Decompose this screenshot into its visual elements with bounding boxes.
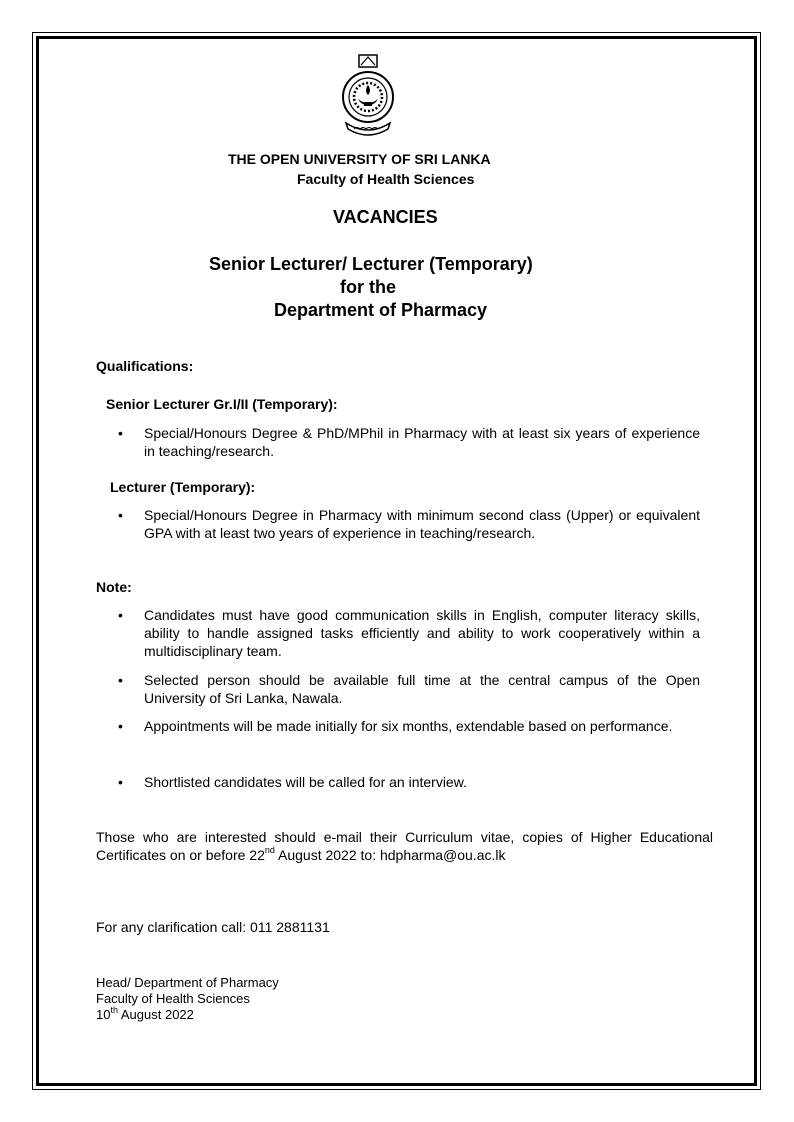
senior-lecturer-requirement: Special/Honours Degree & PhD/MPhil in Pharmacy with at least six years of experience in teaching/research.	[144, 425, 700, 459]
date-month-year: August 2022	[117, 1007, 194, 1022]
list-item	[118, 424, 700, 460]
list-item	[118, 773, 700, 791]
note-item: Appointments will be made initially for six months, extendable based on performance.	[144, 718, 673, 734]
note-item: Selected person should be available full time at the central campus of the Open University of Sri Lanka, Nawala.	[144, 672, 700, 706]
bullet-icon: •	[118, 507, 123, 523]
date-suffix: nd	[264, 845, 275, 856]
university-name: THE OPEN UNIVERSITY OF SRI LANKA	[228, 151, 491, 167]
university-crest-logo	[342, 53, 394, 139]
faculty-name: Faculty of Health Sciences	[297, 171, 475, 187]
application-text-end: August 2022 to: hdpharma@ou.ac.lk	[274, 847, 506, 863]
note-heading: Note:	[96, 579, 132, 595]
qualifications-heading: Qualifications:	[96, 358, 194, 374]
for-the-text: for the	[340, 277, 396, 297]
note-item: Candidates must have good communication skills in English, computer literacy skills, ability to handle assigned tasks efficiently and ability to work cooperatively within a multidisciplinary team.	[144, 607, 700, 659]
signature-date	[96, 1004, 194, 1023]
bullet-icon: •	[118, 425, 123, 441]
date-suffix: th	[110, 1004, 118, 1015]
position-title: Senior Lecturer/ Lecturer (Temporary)	[209, 254, 533, 274]
bullet-icon: •	[118, 774, 123, 790]
bullet-icon: •	[118, 607, 123, 623]
signature-title: Head/ Department of Pharmacy	[96, 975, 279, 990]
vacancies-title: VACANCIES	[333, 207, 438, 227]
bullet-icon: •	[118, 672, 123, 688]
senior-lecturer-heading: Senior Lecturer Gr.I/II (Temporary):	[106, 396, 338, 412]
department-title: Department of Pharmacy	[274, 300, 488, 320]
application-instructions	[96, 828, 713, 864]
list-item	[118, 606, 700, 660]
lecturer-heading: Lecturer (Temporary):	[110, 479, 256, 495]
list-item	[118, 671, 700, 707]
clarification-line: For any clarification call: 011 2881131	[96, 919, 330, 935]
lecturer-requirement: Special/Honours Degree in Pharmacy with minimum second class (Upper) or equivalent GPA with at least two years of experience in teaching/research.	[144, 507, 700, 541]
bullet-icon: •	[118, 718, 123, 734]
list-item	[118, 717, 700, 735]
note-item: Shortlisted candidates will be called for an interview.	[144, 774, 467, 790]
signature-faculty: Faculty of Health Sciences	[96, 991, 250, 1006]
application-text: Those who are interested should e-mail their Curriculum vitae, copies of Higher Educational Certificates on or before 22	[96, 829, 713, 863]
date-day: 10	[96, 1007, 111, 1022]
list-item	[118, 506, 700, 542]
